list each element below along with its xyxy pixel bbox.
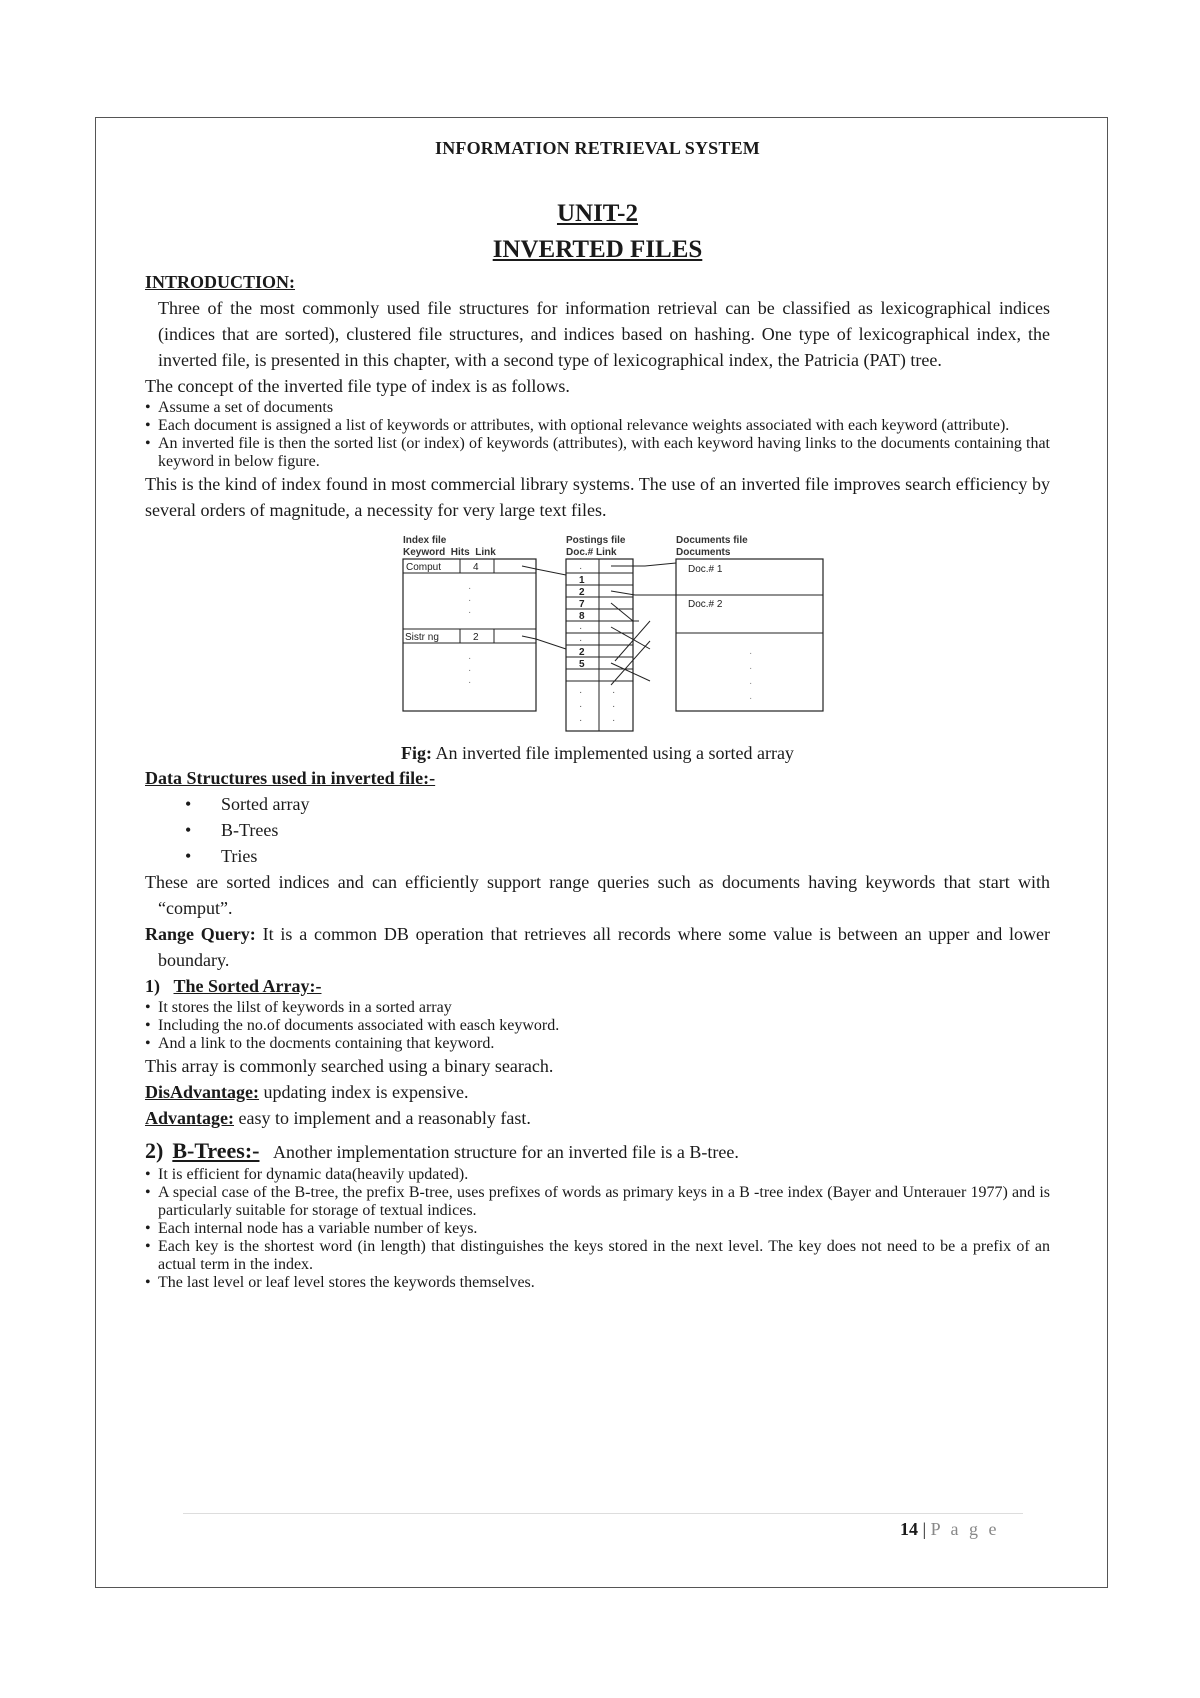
advantage-line: Advantage: easy to implement and a reasonably fast. <box>145 1108 531 1128</box>
index-file-columns: Keyword Hits Link <box>403 547 496 558</box>
index-hits-1: 4 <box>473 562 479 573</box>
list-item: • It stores the lilst of keywords in a sorted array <box>145 999 452 1016</box>
list-item: • It is efficient for dynamic data(heavily updated). <box>145 1166 469 1183</box>
posting-doc: 7 <box>579 599 585 610</box>
list-item: • An inverted file is then the sorted list (or index) of keywords (attributes), with each keyword having links to the documents containing that keyword in below figure. <box>145 435 1050 470</box>
svg-text:·: · <box>612 687 616 698</box>
footer-divider <box>183 1513 1023 1514</box>
svg-text:·: · <box>468 595 472 606</box>
svg-text:·: · <box>579 563 583 574</box>
svg-text:·: · <box>468 677 472 688</box>
ds-heading: Data Structures used in inverted file:- <box>145 768 436 788</box>
page-content <box>145 138 1050 1292</box>
range-paragraph: These are sorted indices and can efficiently support range queries such as documents having keywords that start with “comput”. <box>145 872 1050 918</box>
inverted-file-figure <box>145 531 1050 741</box>
postings-file-columns: Doc.# Link <box>566 547 617 558</box>
disadvantage-line: DisAdvantage: updating index is expensive. <box>145 1082 469 1102</box>
list-item: • Including the no.of documents associated with easch keyword. <box>145 1017 560 1034</box>
list-item: • The last level or leaf level stores the keywords themselves. <box>145 1274 535 1291</box>
figure-caption: Fig: An inverted file implemented using a sorted array <box>401 743 794 763</box>
binary-search-paragraph: This array is commonly searched using a binary searach. <box>145 1056 554 1076</box>
unit-title: UNIT-2 <box>556 200 639 227</box>
list-item: • Each internal node has a variable number of keys. <box>145 1220 478 1237</box>
svg-text:·: · <box>468 607 472 618</box>
postings-file-title: Postings file <box>566 535 626 546</box>
list-item: • Sorted array <box>185 794 310 814</box>
range-query-definition: Range Query: It is a common DB operation that retrieves all records where some value is between an upper and lower boundary. <box>145 924 1050 970</box>
sorted-array-heading: 1) The Sorted Array:- <box>145 976 322 996</box>
index-file-title: Index file <box>403 535 447 546</box>
chapter-title: INVERTED FILES <box>492 236 703 263</box>
posting-doc: 8 <box>579 611 585 622</box>
documents-file-columns: Documents <box>676 547 731 558</box>
list-item: • Tries <box>185 846 258 866</box>
documents-file-title: Documents file <box>676 535 748 546</box>
list-item: • And a link to the docments containing that keyword. <box>145 1035 495 1052</box>
figure-diagram <box>145 531 1050 741</box>
index-hits-2: 2 <box>473 632 479 643</box>
list-item: • A special case of the B-tree, the prefix B-tree, uses prefixes of words as primary keys in a B -tree index (Bayer and Unterauer 1977) and is particularly suitable for storage of textual indices. <box>145 1184 1050 1219</box>
list-item: • Each key is the shortest word (in length) that distinguishes the keys stored in the next level. The key does not need to be a prefix of an actual term in the index. <box>145 1238 1050 1273</box>
concept-paragraph: The concept of the inverted file type of index is as follows. <box>145 376 570 396</box>
svg-text:·: · <box>612 715 616 726</box>
document-2: Doc.# 2 <box>688 599 723 610</box>
document-1: Doc.# 1 <box>688 564 723 575</box>
svg-text:·: · <box>579 623 583 634</box>
svg-text:·: · <box>749 663 753 674</box>
svg-text:·: · <box>749 693 753 704</box>
list-item: • Assume a set of documents <box>145 399 334 416</box>
svg-text:·: · <box>749 648 753 659</box>
index-keyword-1: Comput <box>406 562 442 573</box>
svg-text:·: · <box>468 583 472 594</box>
svg-text:·: · <box>468 665 472 676</box>
index-keyword-2: Sistr ng <box>405 632 439 643</box>
list-item: • Each document is assigned a list of keywords or attributes, with optional relevance weights associated with each keyword (attribute). <box>145 417 1010 434</box>
library-paragraph: This is the kind of index found in most commercial library systems. The use of an inverted file improves search efficiency by several orders of magnitude, a necessity for very large text files. <box>145 474 1050 520</box>
posting-doc: 2 <box>579 587 585 598</box>
svg-text:·: · <box>579 687 583 698</box>
list-item: • B-Trees <box>185 820 279 840</box>
intro-heading: INTRODUCTION: <box>145 272 296 292</box>
posting-doc: 2 <box>579 647 585 658</box>
intro-paragraph: Three of the most commonly used file structures for information retrieval can be classified as lexicographical indices (indices that are sorted), clustered file structures, and indices based on hashing. One type of lexicographical index, the inverted file, is presented in this chapter, with a second type of lexicographical index, the Patricia (PAT) tree. <box>158 298 1050 370</box>
svg-text:·: · <box>579 635 583 646</box>
page-number: 14 | P a g e <box>900 1519 1000 1539</box>
svg-text:·: · <box>579 715 583 726</box>
svg-text:·: · <box>612 701 616 712</box>
posting-doc: 5 <box>579 659 585 670</box>
page-header: INFORMATION RETRIEVAL SYSTEM <box>435 138 760 158</box>
svg-text:·: · <box>579 701 583 712</box>
svg-text:·: · <box>749 678 753 689</box>
svg-text:·: · <box>468 653 472 664</box>
posting-doc: 1 <box>579 575 585 586</box>
btree-heading: 2) B-Trees:- Another implementation structure for an inverted file is a B-tree. <box>145 1138 739 1163</box>
